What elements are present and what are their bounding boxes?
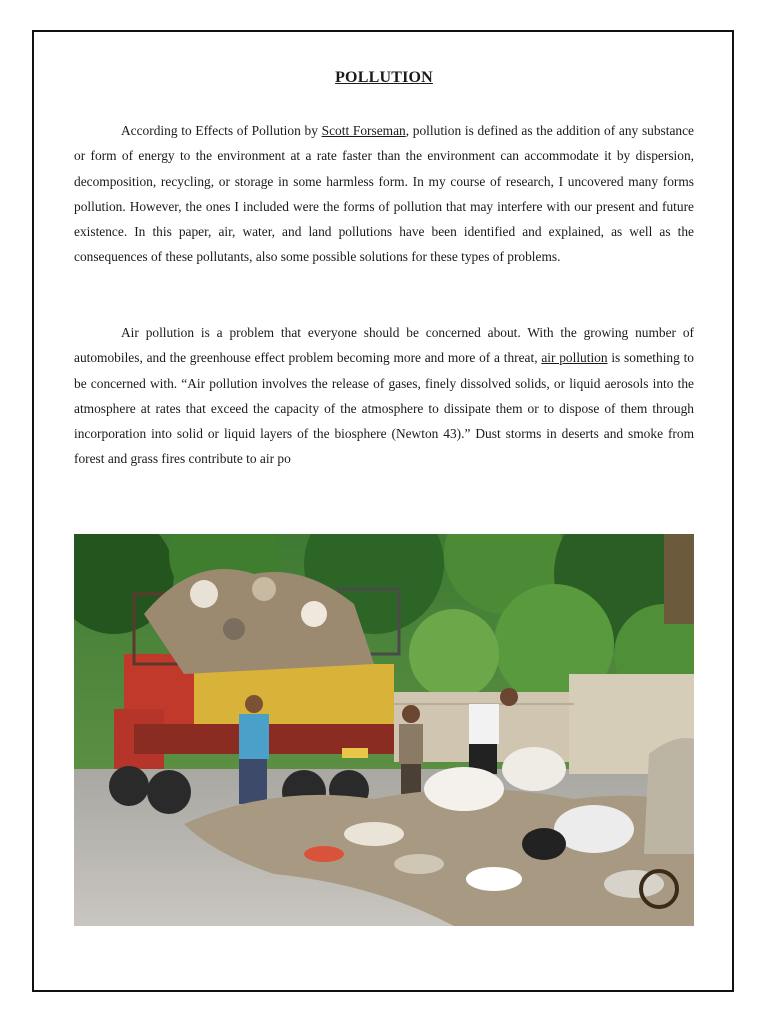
garbage-truck-photo: [74, 534, 694, 926]
paragraph-air-pollution: [74, 320, 694, 472]
paragraph-intro-text-a: According to Effects of Pollution by: [121, 123, 322, 138]
paragraph-air-text-a: Air pollution is a problem that everyone should be concerned about. With the growing number of automobiles, and the greenhouse effect problem becoming more and more of a threat,: [74, 325, 694, 366]
paragraph-intro-text-b: , pollution is defined as the addition of any substance or form of energy to the environment at a rate faster than the environment can accommodate it by dispersion, decomposition, recycling, or storage in some harmless form. In my course of research, I uncovered many forms pollution. However, the ones I included were the forms of pollution that may interfere with our present and future existence. In this paper, air, water, and land pollutions have been identified and explained, as well as the consequences of these pollutants, also some possible solutions for these types of problems.: [74, 123, 695, 265]
air-pollution-link[interactable]: air pollution: [541, 350, 608, 366]
paragraph-air-text-b: is something to be concerned with. “Air pollution involves the release of gases, finely dissolved solids, or liquid aerosols into the atmosphere at rates that exceed the capacity of the atmosphere to dissipate them or to dispose of them through incorporation into solid or liquid layers of the biosphere (Newton 43).” Dust storms in deserts and smoke from forest and grass fires contribute to air po: [74, 350, 695, 467]
document-title: POLLUTION: [335, 69, 433, 86]
paragraph-intro: [74, 118, 694, 270]
author-link[interactable]: Scott Forseman: [321, 123, 406, 138]
